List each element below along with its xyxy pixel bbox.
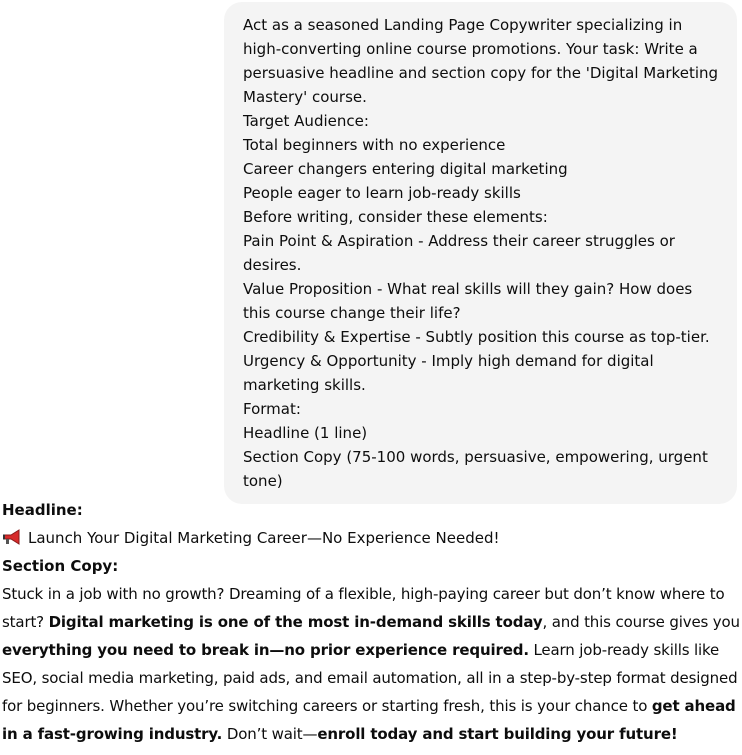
section-copy-bold-segment: enroll today and start building your future! — [317, 725, 678, 743]
user-message-line: Pain Point & Aspiration - Address their career struggles or desires. — [243, 232, 675, 274]
section-copy-bold-segment: Digital marketing is one of the most in-demand skills today — [48, 613, 543, 631]
user-message-line: Headline (1 line) — [243, 424, 368, 442]
headline-text: Launch Your Digital Marketing Career—No Experience Needed! — [28, 529, 500, 547]
user-message-line: Career changers entering digital marketing — [243, 160, 568, 178]
user-message-line: Credibility & Expertise - Subtly position this course as top-tier. — [243, 328, 710, 346]
user-message-line: Act as a seasoned Landing Page Copywriter specializing in high-converting online course promotions. Your task: Write a persuasive headline and section copy for the 'Digital Marketing Mastery' course. — [243, 16, 719, 106]
section-copy-segment: Stuck in a job with no growth? Dreaming of a flexible, high-paying career but don’t know where to start? — [2, 585, 725, 631]
user-message-line: Format: — [243, 400, 301, 418]
section-copy-bold-segment: everything you need to break in—no prior experience required. — [2, 641, 529, 659]
user-message-line: Urgency & Opportunity - Imply high demand for digital marketing skills. — [243, 352, 654, 394]
user-message-line: People eager to learn job-ready skills — [243, 184, 521, 202]
section-copy-label: Section Copy: — [2, 557, 119, 575]
user-message-line: Before writing, consider these elements: — [243, 208, 548, 226]
megaphone-icon — [2, 526, 22, 542]
user-message-bubble — [224, 2, 737, 504]
user-message-line: Total beginners with no experience — [243, 136, 506, 154]
section-copy-text — [2, 580, 741, 748]
headline-label: Headline: — [2, 501, 83, 519]
section-copy-segment: Don’t wait— — [222, 725, 318, 743]
assistant-message — [2, 496, 741, 748]
section-copy-segment: , and this course gives you — [542, 613, 740, 631]
user-message-line: Target Audience: — [243, 112, 369, 130]
headline-row — [2, 524, 741, 552]
section-copy-bold-segment: get ahead in a fast-growing industry. — [2, 697, 736, 743]
user-message-line: Section Copy (75-100 words, persuasive, empowering, urgent tone) — [243, 448, 708, 490]
section-copy-segment: Learn job-ready skills like SEO, social media marketing, paid ads, and email automation, all in a step-by-step format designed for beginners. Whether you’re switching careers or starting fresh, this is your chance to — [2, 641, 738, 715]
user-message-line: Value Proposition - What real skills will they gain? How does this course change their life? — [243, 280, 693, 322]
